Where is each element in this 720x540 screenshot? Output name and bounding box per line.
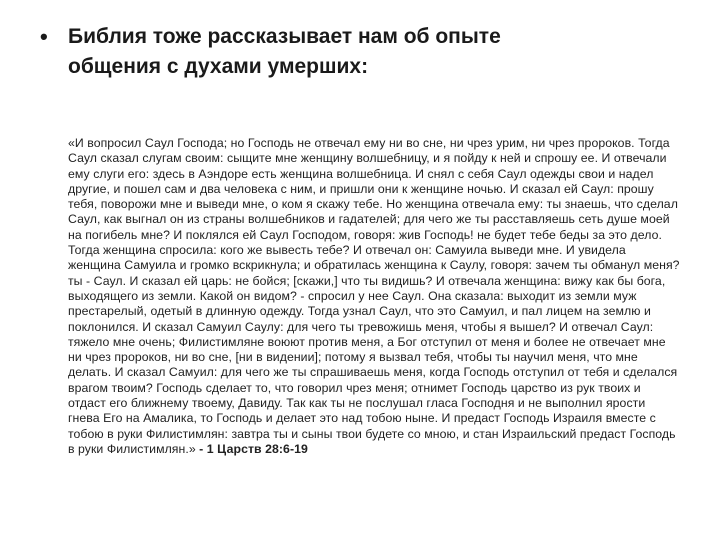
heading-line-2: общения с духами умерших: — [68, 55, 369, 78]
scripture-quote — [68, 136, 680, 457]
heading-block — [40, 22, 680, 82]
heading-line-1: Библия тоже рассказывает нам об опыте — [68, 25, 501, 48]
scripture-reference: - 1 Царств 28:6-19 — [195, 441, 308, 456]
quote-text: «И вопросил Саул Господа; но Господь не отвечал ему ни во сне, ни чрез урим, ни чрез пророков. Тогда Саул сказал слугам своим: сыщите мне женщину волшебницу, и я пойду к ней и спрошу ее. И отвечали ему слуги его: здесь в Аэндоре есть женщина волшебница. И снял с себя Саул одежды свои и надел другие, и пошел сам и два человека с ним, и пришли они к женщине ночью. И сказал ей Саул: прошу тебя, поворожи мне и выведи мне, о ком я скажу тебе. Но женщина отвечала ему: ты знаешь, что сделал Саул, как выгнал он из страны волшебников и гадателей; для чего же ты расставляешь сеть душе моей на погибель мне? И поклялся ей Саул Господом, говоря: жив Господь! не будет тебе беды за это дело. Тогда женщина спросила: кого же вывесть тебе? И отвечал он: Самуила выведи мне. И увидела женщина Самуила и громко вскрикнула; и обратилась женщина к Саулу, говоря: зачем ты обманул меня? ты - Саул. И сказал ей царь: не бойся; [скажи,] что ты видишь? И отвечала женщина: вижу как бы бога, выходящего из земли. Какой он видом? - спросил у нее Саул. Она сказала: выходит из земли муж престарелый, одетый в длинную одежду. Тогда узнал Саул, что это Самуил, и пал лицем на землю и поклонился. И сказал Самуил Саулу: для чего ты тревожишь меня, чтобы я вышел? И отвечал Саул: тяжело мне очень; Филистимляне воюют против меня, а Бог отступил от меня и более не отвечает мне ни чрез пророков, ни во сне, [ни в видении]; потому я вызвал тебя, чтобы ты научил меня, что мне делать. И сказал Самуил: для чего же ты спрашиваешь меня, когда Господь отступил от тебя и сделался врагом твоим? Господь сделает то, что говорил чрез меня; отнимет Господь царство из рук твоих и отдаст его ближнему твоему, Давиду. Так как ты не послушал гласа Господня и не выполнил ярости гнева Его на Амалика, то Господь и делает это над тобою ныне. И предаст Господь Израиля вместе с тобою в руки Филистимлян: завтра ты и сыны твои будете со мною, и стан Израильский предаст Господь в руки Филистимлян.» — [68, 136, 680, 456]
bullet-icon: • — [40, 24, 48, 49]
slide-heading — [68, 22, 501, 82]
